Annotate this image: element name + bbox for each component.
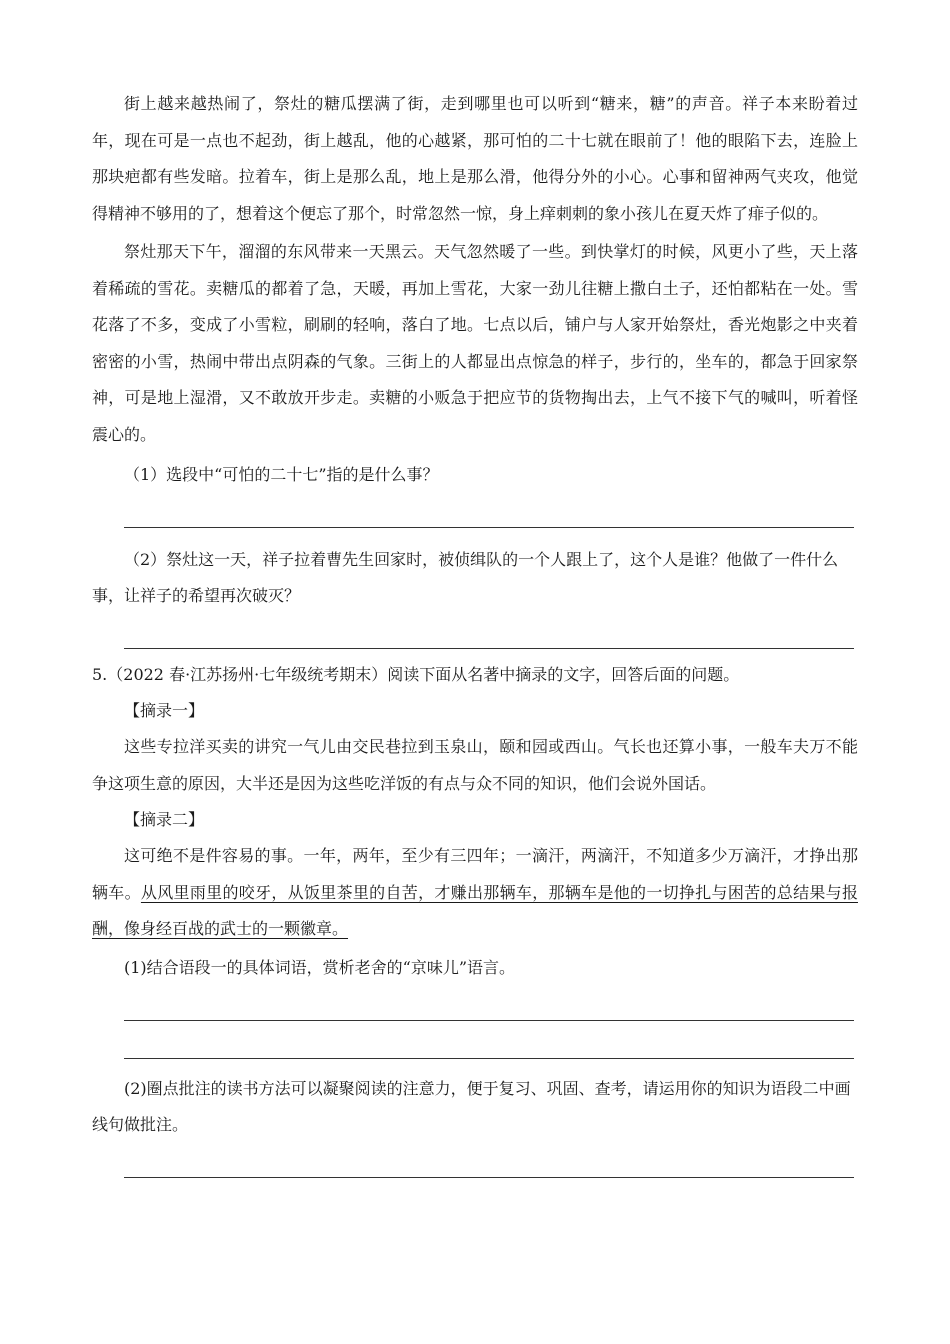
question-5-heading: 5.（2022 春·江苏扬州·七年级统考期末）阅读下面从名著中摘录的文字，回答后面的问题。 (92, 665, 740, 684)
question-5-2: (2)圈点批注的读书方法可以凝聚阅读的注意力，便于复习、巩固、查考，请运用你的知识为语段二中画线句做批注。 (92, 1078, 851, 1134)
excerpt-2-plain: 这可绝不是件容易的事。一年，两年，至少有三四年；一滴汗，两滴汗，不知道多少万滴汗，才挣出那辆车。 (92, 846, 858, 902)
passage-paragraph-2: 祭灶那天下午，溜溜的东风带来一天黑云。天气忽然暖了一些。到快掌灯的时候，风更小了些，天上落着稀疏的雪花。卖糖瓜的都着了急，天暖，再加上雪花，大家一劲儿往糖上撒白土子，还怕都粘在一处。雪花落了不多，变成了小雪粒，刷刷的轻响，落白了地。七点以后，铺户与人家开始祭灶，香光炮影之中夹着密密的小雪，热闹中带出点阴森的气象。三街上的人都显出点惊急的样子，步行的，坐车的，都急于回家祭神，可是地上湿滑，又不敢放开步走。卖糖的小贩急于把应节的货物掏出去，上气不接下气的喊叫，听着怪震心的。 (92, 242, 858, 444)
answer-line-4-2[interactable] (124, 648, 854, 649)
answer-line-5-2[interactable] (124, 1177, 854, 1178)
excerpt-2-label: 【摘录二】 (124, 810, 205, 829)
question-4-2: （2）祭灶这一天，祥子拉着曹先生回家时，被侦缉队的一个人跟上了，这个人是谁？他做了一件什么事，让祥子的希望再次破灭？ (92, 550, 839, 605)
excerpt-2-underlined-sentence: 从风里雨里的咬牙，从饭里茶里的自苦，才赚出那辆车，那辆车是他的一切挣扎与困苦的总结果与报酬，像身经百战的武士的一颗徽章。 (92, 882, 858, 938)
passage-paragraph-1: 街上越来越热闹了，祭灶的糖瓜摆满了街，走到哪里也可以听到“糖来，糖”的声音。祥子本来盼着过年，现在可是一点也不起劲，街上越乱，他的心越紧，那可怕的二十七就在眼前了！他的眼陷下去，连脸上那块疤都有些发暗。拉着车，街上是那么乱，地上是那么滑，他得分外的小心。心事和留神两气夹攻，他觉得精神不够用的了，想着这个便忘了那个，时常忽然一惊，身上痒刺刺的象小孩儿在夏天炸了痱子似的。 (92, 94, 858, 223)
excerpt-2-text (92, 838, 858, 948)
excerpt-1-label: 【摘录一】 (124, 701, 205, 720)
question-4-1: （1）选段中“可怕的二十七”指的是什么事？ (124, 465, 439, 484)
excerpt-1-text: 这些专拉洋买卖的讲究一气儿由交民巷拉到玉泉山，颐和园或西山。气长也还算小事，一般车夫万不能争这项生意的原因，大半还是因为这些吃洋饭的有点与众不同的知识，他们会说外国话。 (92, 737, 858, 793)
question-5-1: (1)结合语段一的具体词语，赏析老舍的“京味儿”语言。 (124, 957, 516, 977)
